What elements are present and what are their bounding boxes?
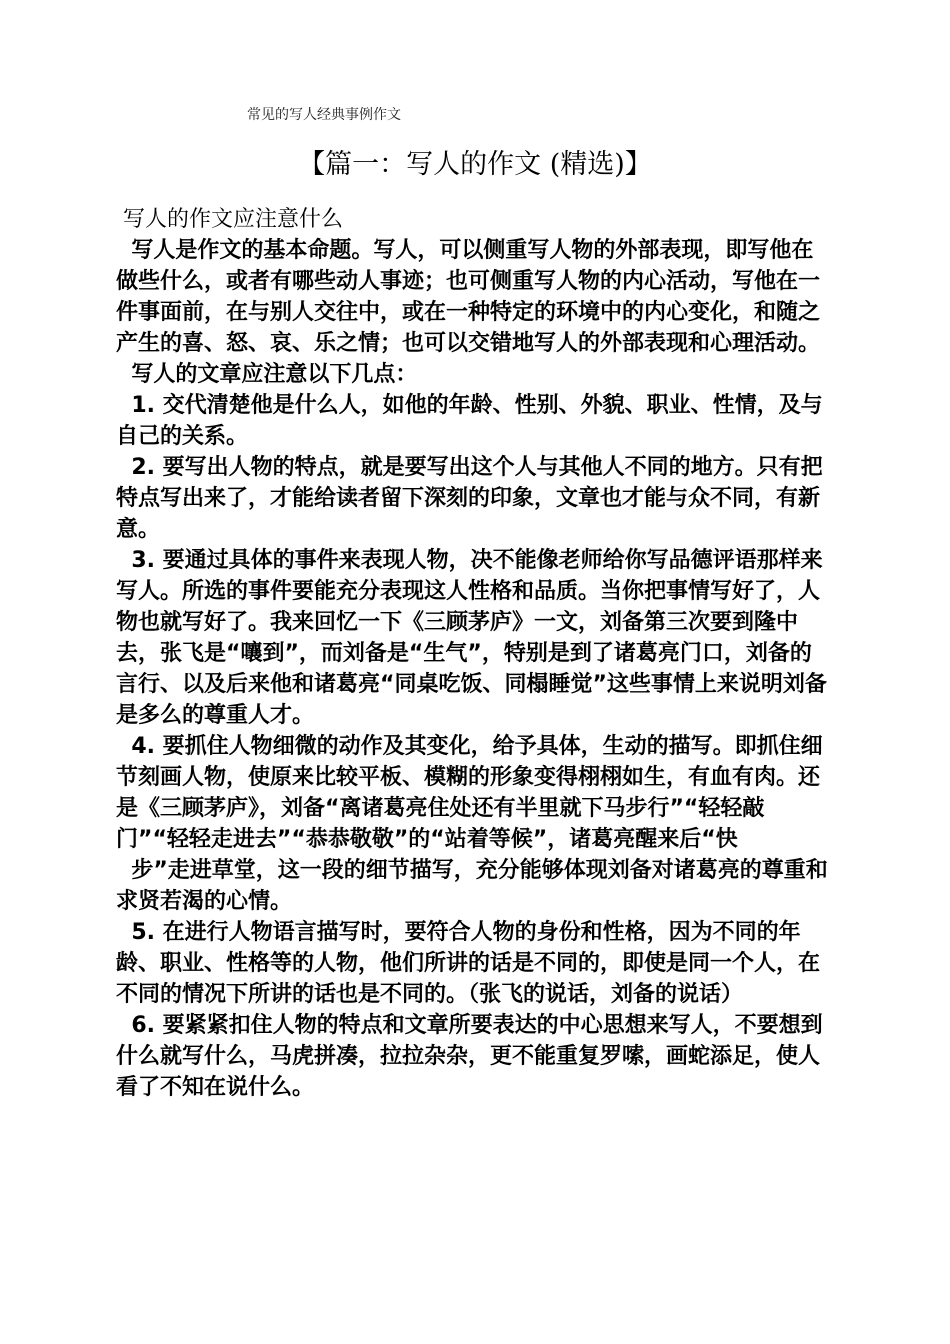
subheading-text: 写人的作文应注意什么 [123, 207, 344, 232]
point-text: 要紧紧扣住人物的特点和文章所要表达的中心思想来写人，不要想到什么就写什么，马虎拼凑，拉拉杂杂，更不能重复罗嗦，画蛇添足，使人看了不知在说什么。 [116, 1013, 823, 1100]
points-intro [116, 359, 832, 390]
point-number: 3. [131, 548, 155, 573]
point-4 [116, 731, 832, 855]
point-text: 要通过具体的事件来表现人物，决不能像老师给你写品德评语那样来写人。所选的事件要能充分表现这人性格和品质。当你把事情写好了，人物也就写好了。我来回忆一下《三顾茅庐》一文，刘备第三次要到隆中去，张飞是“嚷到”，而刘备是“生气”，特别是到了诸葛亮门口，刘备的言行、以及后来他和诸葛亮“同桌吃饭、同榻睡觉”这些事情上来说明刘备是多么的尊重人才。 [116, 548, 827, 728]
subheading [116, 204, 832, 235]
point-number: 5. [131, 920, 155, 945]
point-text: 在进行人物语言描写时，要符合人物的身份和性格，因为不同的年龄、职业、性格等的人物，他们所讲的话是不同的，即使是同一个人，在不同的情况下所讲的话也是不同的。（张飞的说话，刘备的说话） [116, 920, 821, 1007]
point-text: 交代清楚他是什么人，如他的年龄、性别、外貌、职业、性情，及与自己的关系。 [116, 393, 823, 449]
point-number: 1. [131, 393, 155, 418]
page-header: 常见的写人经典事例作文 [247, 107, 401, 123]
point-4-continued [116, 855, 832, 917]
point-6 [116, 1010, 832, 1103]
point-5 [116, 917, 832, 1010]
point-number: 6. [131, 1013, 155, 1038]
document-body [116, 204, 832, 1103]
point-3 [116, 545, 832, 731]
document-title: 【篇一：写人的作文 (精选)】 [298, 149, 652, 180]
point-number: 4. [131, 734, 155, 759]
points-intro-text: 写人的文章应注意以下几点： [131, 362, 418, 387]
point-1 [116, 390, 832, 452]
point-2 [116, 452, 832, 545]
intro-text: 写人是作文的基本命题。写人，可以侧重写人物的外部表现，即写他在做些什么，或者有哪些动人事迹；也可侧重写人物的内心活动，写他在一件事面前，在与别人交往中，或在一种特定的环境中的内心变化，和随之产生的喜、怒、哀、乐之情；也可以交错地写人的外部表现和心理活动。 [116, 238, 821, 356]
point-text: 步”走进草堂，这一段的细节描写，充分能够体现刘备对诸葛亮的尊重和求贤若渴的心情。 [116, 858, 828, 914]
intro-paragraph [116, 235, 832, 359]
point-number: 2. [131, 455, 155, 480]
point-text: 要写出人物的特点，就是要写出这个人与其他人不同的地方。只有把特点写出来了，才能给读者留下深刻的印象，文章也才能与众不同，有新意。 [116, 455, 823, 542]
point-text: 要抓住人物细微的动作及其变化，给予具体，生动的描写。即抓住细节刻画人物，使原来比较平板、模糊的形象变得栩栩如生，有血有肉。还是《三顾茅庐》，刘备“离诸葛亮住处还有半里就下马步行”“轻轻敲门”“轻轻走进去”“恭恭敬敬”的“站着等候”，诸葛亮醒来后“快 [116, 734, 823, 852]
